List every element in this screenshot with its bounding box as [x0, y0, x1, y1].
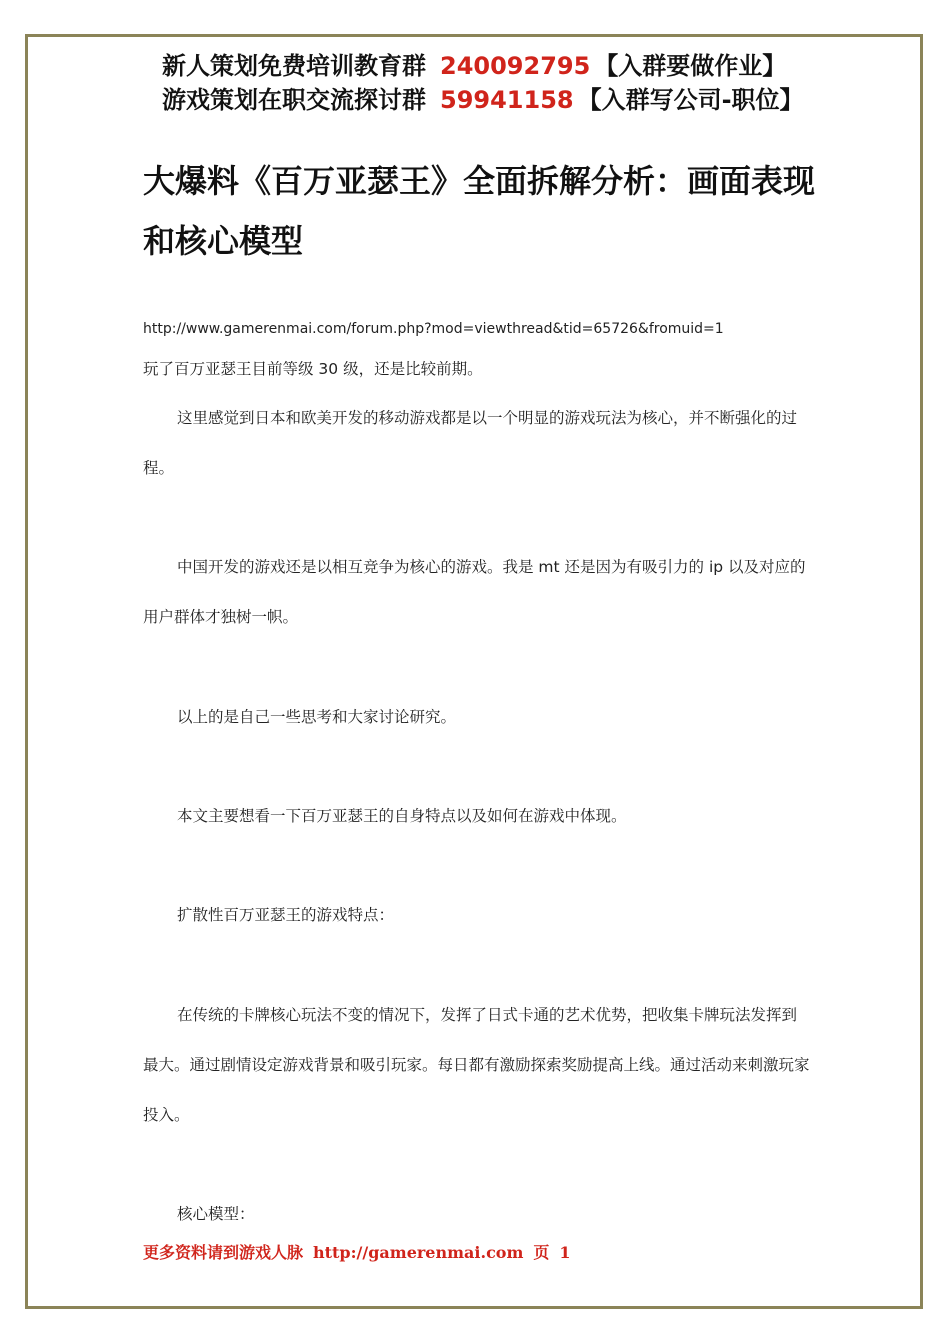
footer-link[interactable]: http://gamerenmai.com — [313, 1243, 524, 1262]
paragraph-3: 中国开发的游戏还是以相互竞争为核心的游戏。我是 mt 还是因为有吸引力的 ip 以及对应的用户群体才独树一帜。 — [143, 558, 806, 626]
banner-group-note-1: 【入群要做作业】 — [594, 52, 787, 80]
page-footer — [143, 1240, 581, 1263]
paragraph-4: 以上的是自己一些思考和大家讨论研究。 — [177, 708, 457, 726]
paragraph-5: 本文主要想看一下百万亚瑟王的自身特点以及如何在游戏中体现。 — [177, 807, 627, 825]
article-title: 大爆料《百万亚瑟王》全面拆解分析：画面表现和核心模型 — [143, 162, 816, 260]
paragraph-8: 核心模型： — [177, 1205, 255, 1223]
footer-text: 更多资料请到游戏人脉 — [143, 1243, 304, 1262]
paragraph-7: 在传统的卡牌核心玩法不变的情况下，发挥了日式卡通的艺术优势，把收集卡牌玩法发挥到最大。通过剧情设定游戏背景和吸引玩家。每日都有激励探索奖励提高上线。通过活动来刺激玩家投入。 — [143, 1006, 810, 1124]
banner-group-number-1: 240092795 — [440, 52, 591, 80]
banner-line-1 — [162, 51, 786, 81]
footer-page-label: 页 — [533, 1243, 550, 1262]
paragraph-2: 这里感觉到日本和欧美开发的移动游戏都是以一个明显的游戏玩法为核心，并不断强化的过程。 — [143, 409, 798, 477]
banner-group-name-2: 游戏策划在职交流探讨群 — [162, 86, 426, 114]
banner-group-number-2: 59941158 — [440, 86, 574, 114]
paragraph-6: 扩散性百万亚瑟王的游戏特点： — [177, 906, 395, 924]
footer-page-number: 1 — [559, 1243, 571, 1262]
banner-group-note-2: 【入群写公司-职位】 — [577, 86, 804, 114]
banner-line-2 — [162, 85, 804, 115]
paragraph-1: 玩了百万亚瑟王目前等级 30 级，还是比较前期。 — [143, 360, 483, 378]
article-source-link[interactable]: http://www.gamerenmai.com/forum.php?mod=viewthread&tid=65726&fromuid=1 — [143, 321, 724, 337]
banner-group-name-1: 新人策划免费培训教育群 — [162, 52, 426, 80]
